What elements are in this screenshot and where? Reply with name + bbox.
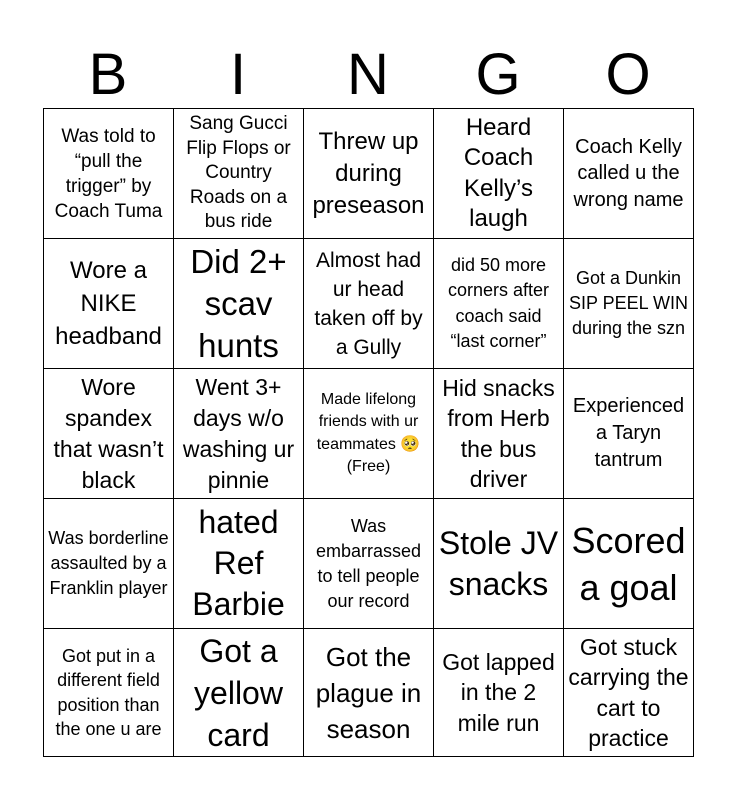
bingo-board — [43, 108, 694, 757]
bingo-cell-text: Almost had ur head taken off by a Gully — [314, 248, 423, 359]
bingo-cell[interactable] — [174, 109, 304, 239]
bingo-cell[interactable] — [44, 109, 174, 239]
bingo-cell-text: Threw up during preseason — [312, 127, 425, 219]
bingo-cell-text: Sang Gucci Flip Flops or Country Roads on a bus ride — [186, 113, 291, 233]
bingo-cell-text: Got the plague in season — [315, 641, 422, 744]
bingo-cell-text: Got stuck carrying the cart to practice — [568, 633, 689, 751]
bingo-cell-text: hated Ref Barbie — [192, 504, 285, 622]
bingo-cell-text: Was borderline assaulted by a Franklin player — [48, 528, 169, 598]
bingo-cell[interactable] — [564, 499, 694, 629]
bingo-cell-text: Went 3+ days w/o washing ur pinnie — [182, 373, 295, 493]
bingo-cell[interactable] — [44, 239, 174, 369]
bingo-cell[interactable] — [304, 499, 434, 629]
bingo-cell[interactable] — [434, 369, 564, 499]
bingo-cell-text: Stole JV snacks — [438, 524, 559, 602]
bingo-cell[interactable] — [564, 369, 694, 499]
bingo-cell[interactable] — [564, 629, 694, 757]
bingo-cell-text: Was embarrassed to tell people our record — [315, 515, 422, 611]
bingo-cell-text: Hid snacks from Herb the bus driver — [442, 374, 555, 492]
bingo-cell-text: Heard Coach Kelly’s laugh — [463, 113, 534, 232]
bingo-cell-text: Coach Kelly called u the wrong name — [573, 135, 684, 211]
bingo-cell-text: Wore spandex that wasn’t black — [53, 373, 164, 493]
header-letter-o: O — [605, 42, 651, 107]
bingo-header — [43, 42, 693, 108]
bingo-cell-text: Scored a goal — [571, 519, 686, 608]
bingo-cell-text: Got lapped in the 2 mile run — [442, 648, 555, 736]
header-letter-g: G — [475, 42, 521, 107]
bingo-cell[interactable] — [44, 629, 174, 757]
bingo-cell[interactable] — [304, 109, 434, 239]
bingo-cell[interactable] — [434, 499, 564, 629]
bingo-cell[interactable] — [434, 629, 564, 757]
bingo-cell-text: did 50 more corners after coach said “last corner” — [447, 254, 550, 351]
bingo-cell[interactable] — [174, 239, 304, 369]
bingo-cell-text: Did 2+ scav hunts — [190, 242, 287, 364]
bingo-cell[interactable] — [174, 629, 304, 757]
bingo-cell[interactable] — [304, 239, 434, 369]
bingo-cell-text: Got a yellow card — [194, 632, 283, 753]
bingo-cell[interactable] — [304, 369, 434, 499]
bingo-cell[interactable] — [434, 109, 564, 239]
bingo-cell[interactable] — [304, 629, 434, 757]
header-letter-b: B — [88, 42, 128, 107]
bingo-cell[interactable] — [174, 499, 304, 629]
bingo-cell-text: Got put in a different field position than the one u are — [55, 645, 162, 739]
bingo-cell[interactable] — [564, 239, 694, 369]
bingo-cell-text: Experienced a Taryn tantrum — [572, 395, 685, 471]
header-letter-i: I — [229, 42, 247, 107]
bingo-cell[interactable] — [44, 369, 174, 499]
bingo-cell-text: Got a Dunkin SIP PEEL WIN during the szn — [568, 268, 689, 338]
header-letter-n: N — [347, 42, 389, 107]
bingo-cell-text: Wore a NIKE headband — [55, 257, 162, 350]
bingo-cell[interactable] — [44, 499, 174, 629]
bingo-cell-text: Made lifelong friends with ur teammates 🥺 (Free) — [316, 390, 421, 475]
bingo-cell-text: Was told to “pull the trigger” by Coach Tuma — [54, 125, 163, 222]
bingo-cell[interactable] — [434, 239, 564, 369]
bingo-cell[interactable] — [174, 369, 304, 499]
bingo-cell[interactable] — [564, 109, 694, 239]
